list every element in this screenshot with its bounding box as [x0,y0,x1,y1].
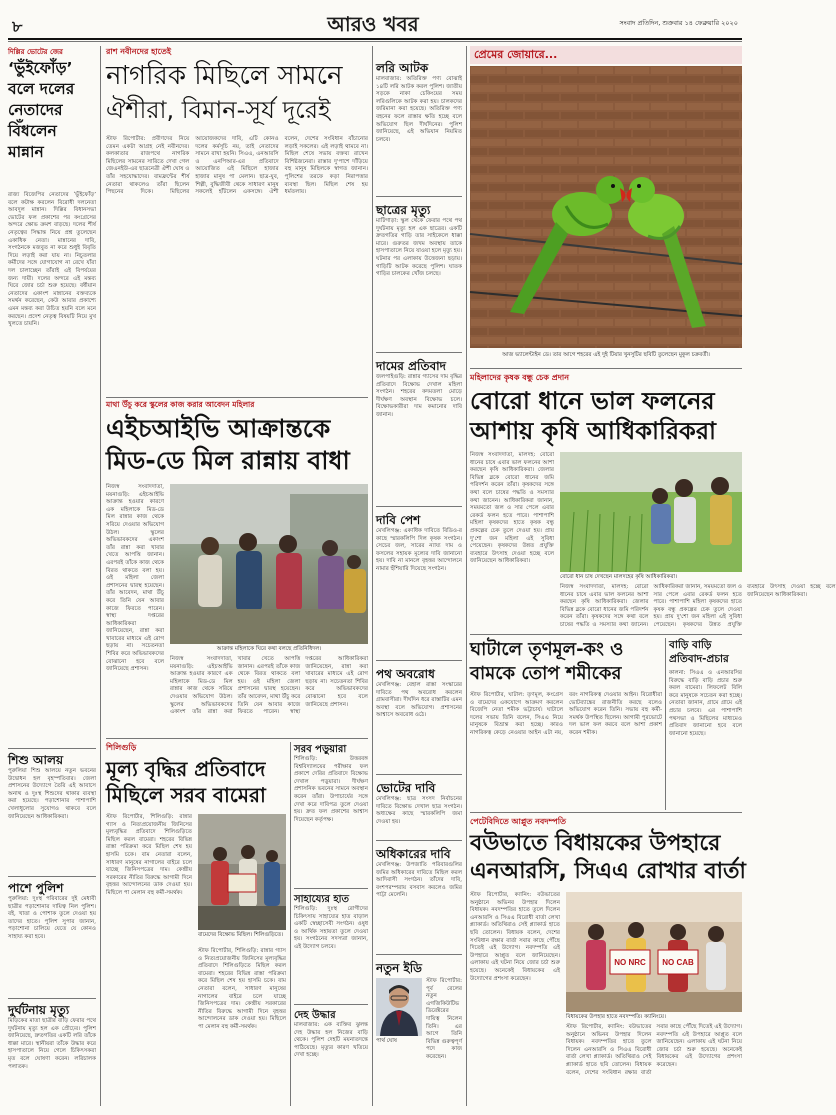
brief-body-blockade: মেখলিগঞ্জ: বেহাল রাস্তা সংস্কারের দাবিতে পথ অবরোধ করলেন গ্রামবাসীরা। দীর্ঘদিন ধরে রাস্তাটির এমন অবস্থা বলে অভিযোগ। প্রশাসনের আশ্বাসে অবরোধ ওঠে। [376,682,462,719]
brief-body-help: শিলিগুড়ি: দুঃস্থ রোগীদের চিকিৎসায় সাহায্যের হাত বাড়াল একটি স্বেচ্ছাসেবী সংগঠন। ওষুধ ও আর্থিক সহায়তা তুলে দেওয়া হয়। সংগঠনের সদস্যরা জানান, এই উদ্যোগ চলবে। [294,906,368,950]
headline-civic-1: নাগরিক মিছিলে সামনে [106,61,343,91]
brief-title-new-ed: নতুন ইডি [376,961,423,975]
headline-paddy-2: আশায় কৃষি আধিকারিকরা [470,417,716,445]
brief-body-lorry: মালবাজার: অতিরিক্ত পণ্য বোঝাই ১৪টি লরি আটক করল পুলিশ। জাতীয় সড়কে নাকা চেকিংয়ের সময় লরিগুলিকে আটক করা হয়। চালকদের জরিমানা করা হয়েছে। অতিরিক্ত পণ্য বহনের ফলে রাস্তার ক্ষতি হচ্ছে বলে অভিযোগ ছিল দীর্ঘদিনের। পুলিশ জানিয়েছে, এই অভিযান নিয়মিত চলবে। [376,76,462,143]
article-body-wedding: স্টাফ রিপোর্টার, ক্যানিং: বউভাতের অনুষ্ঠানে অভিনব উপহার দিলেন বিধায়ক। নবদম্পতির হাতে তুলে দিলেন এনআরসি ও সিএএ বিরোধী বার্তা লেখা প্ল্যাকার্ড। অতিথিরাও সেই প্ল্যাকার্ড হাতে ছবি তোলেন। বিধায়ক বলেন, দেশের সংবিধান রক্ষার বার্তা সবার কাছে পৌঁছে দিতেই এই উদ্যোগ। নবদম্পতি এই উপহারে আপ্লুত বলে জানিয়েছেন। এলাকায় এই ঘটনা নিয়ে জোর চর্চা শুরু হয়েছে। অনেকেই বিধায়কের এই উদ্যোগের প্রশংসা করেছেন। [470,892,560,982]
briefs-col4 [376,46,462,1106]
kicker-paddy: মহিলাদের কৃষক বন্ধু চেক প্রদান [470,373,569,382]
brief-body-student-death: মাটিগাড়া: স্কুল থেকে ফেরার পথে পথ দুর্ঘটনায় মৃত্যু হল এক ছাত্রের। একটি দ্রুতগতির গাড়ি তার সাইকেলে ধাক্কা মারে। গুরুতর জখম অবস্থায় তাকে হাসপাতালে নিয়ে যাওয়া হলে মৃত্যু হয়। ঘটনার পর এলাকায় উত্তেজনা ছড়ায়। গাড়িটি আটক করেছে পুলিশ। ঘাতক গাড়ির চালকের খোঁজ চলছে। [376,218,462,278]
headline-siliguri-2: মিছিলে সরব বামেরা [106,783,266,807]
brief-title-student-death: ছাত্রের মৃত্যু [376,203,431,217]
article-body-accident: মিড়িকের মাতা ছাত্রীর বাড়ি ফেরার পথে দুর্ঘটনায় মৃত্যু হল এক প্রৌঢ়ের। পুলিশ জানিয়েছে, দ্রুতগতির একটি লরি তাঁকে ধাক্কা মারে। স্থানীয়রা তাঁকে উদ্ধার করে হাসপাতালে নিয়ে গেলে চিকিৎসকরা মৃত বলে ঘোষণা করেন। লরিচালক পলাতক। [8,1018,96,1070]
portrait-photo [376,978,422,1036]
article-body-hiv: নিজস্ব সংবাদদাতা, ময়নাগুড়ি: এইচআইভি আক্রান্ত হওয়ার কারণে এক মহিলাকে মিড-ডে মিল রান্নার কাজ থেকে সরিয়ে দেওয়ার অভিযোগ উঠল। স্কুলের অভিভাবকদের একাংশ তাঁর রান্না করা খাবার খেতে আপত্তি জানান। এরপরই তাঁকে কাজ থেকে বিরত থাকতে বলা হয়। ওই মহিলা জেলা প্রশাসনের দ্বারস্থ হয়েছেন। তাঁর আবেদন, মাথা উঁচু করে তিনি যেন আবার কাজে ফিরতে পারেন। স্বাস্থ্য দপ্তরের আধিকারিকরা জানিয়েছেন, রান্না করা খাবারের মাধ্যমে এই রোগ ছড়ায় না। সচেতনতা শিবির করে অভিভাবকদের বোঝানো হবে বলে জানিয়েছে প্রশাসন। [106,484,164,673]
brief-body-rights: মেখলিগঞ্জ: উপজাতি পরিবারগুলির জমির অধিকারের দাবিতে মিছিল করল আদিবাসী সংগঠন। তাঁদের দাবি, বংশপরম্পরায় বসবাস করলেও জমির পাট্টা মেলেনি। [376,862,462,899]
briefs-col3 [294,742,368,1106]
caption-parrot: আজ ভ্যালেন্টাইন ডে। তার আগে শহরের এই দুই টিয়ার খুনসুটির ছবিটি তুলেছেন মুকুল চক্রবর্তী। [502,352,710,358]
headline-bari: বাড়ি বাড়ি প্রতিবাদ-প্রচার [669,639,729,665]
article-body-paddy-2: নিজস্ব সংবাদদাতা, মালদহ: বোরো ধানের চাষে এবার ভাল ফলনের আশা করছেন কৃষি আধিকারিকরা। জেলার বিভিন্ন ব্লকে বোরো ধানের জমি পরিদর্শন করেন তাঁরা। কৃষকদের সঙ্গে কথা বলে চাষের পদ্ধতি ও সমস্যার কথা জানেন। আধিকারিকরা জানান, সময়মতো জল ও সার পেলে এবার রেকর্ড ফলন হতে পারে। পাশাপাশি মহিলা কৃষকদের হাতে কৃষক বন্ধু প্রকল্পের চেক তুলে দেওয়া হয়। প্রায় দু'শো জন মহিলা এই সুবিধা পেয়েছেন। কৃষকদের উন্নত প্রযুক্তি ব্যবহারে উৎসাহ দেওয়া হচ্ছে বলে জানিয়েছেন আধিকারিকরা। [560,584,836,628]
kicker-parrot: প্রেমের জোয়ারে... [470,46,742,64]
brief-title-body: দেহ উদ্ধার [294,1010,336,1021]
kicker-civic: রাশ নবীনদের হাতেই [106,47,172,56]
brief-title-price: দামের প্রতিবাদ [376,359,446,373]
article-body-hiv-2: নিজস্ব সংবাদদাতা, ময়নাগুড়ি: এইচআইভি আক্রান্ত হওয়ার কারণে এক মহিলাকে মিড-ডে মিল রান্নার কাজ থেকে সরিয়ে দেওয়ার অভিযোগ উঠল। স্কুলের অভিভাবকদের একাংশ তাঁর রান্না করা খাবার খেতে আপত্তি জানান। এরপরই তাঁকে কাজ থেকে বিরত থাকতে বলা হয়। ওই মহিলা জেলা প্রশাসনের দ্বারস্থ হয়েছেন। তাঁর আবেদন, মাথা উঁচু করে তিনি যেন আবার কাজে ফিরতে পারেন। স্বাস্থ্য দপ্তরের আধিকারিকরা জানিয়েছেন, রান্না করা খাবারের মাধ্যমে এই রোগ ছড়ায় না। সচেতনতা শিবির করে অভিভাবকদের বোঝানো হবে বলে জানিয়েছে প্রশাসন। [170,656,368,716]
headline-hiv-2: মিড-ডে মিল রান্নায় বাধা [106,446,350,475]
brief-title-students: সরব পড়ুয়ারা [294,744,347,755]
placard-text-1: NO NRC [614,958,646,967]
headline-mannan: ‘ভুঁইফোঁড়’ বলে দলের নেতাদের বিঁধলেন মান্নান [8,59,75,161]
article-body-police: পুরুলিয়া: দুঃস্থ পরিবারের দুই মেধাবী ছাত্রীর পড়াশোনার দায়িত্ব নিল পুলিশ। বই, খাতা ও পোশাক তুলে দেওয়া হয় তাদের হাতে। পুলিশ সুপার জানান, পড়াশোনা চালিয়ে যেতে যে কোনও সাহায্য করা হবে। [8,896,96,940]
story-wedding [470,816,746,1106]
brief-title-rights: অধিকারের দাবি [376,847,451,861]
story-ghatal [470,638,662,810]
brief-title-blockade: পথ অবরোধ [376,667,435,681]
headline-hiv-1: এইচআইভি আক্রান্তকে [106,414,331,443]
masthead [8,8,742,38]
story-civic-march [106,46,368,394]
brief-body-new-ed: স্টাফ রিপোর্টার: পূর্ব রেলের নতুন এগজিকিউটিভ ডিরেক্টরের দায়িত্ব নিলেন তিনি। এর আগে তিনি বিভিন্ন গুরুত্বপূর্ণ পদে কাজ করেছেন। [426,978,462,1060]
headline-paddy-1: বোরো ধানে ভাল ফলনের [470,387,715,415]
article-body-ghatal: স্টাফ রিপোর্টার, ঘাটাল: তৃণমূল, কংগ্রেস ও বামেদের একযোগে আক্রমণ করলেন বিজেপি নেতা শমীক ভট্টাচার্য। ঘাটালে দলের সভায় তিনি বলেন, সিএএ নিয়ে মানুষকে বিভ্রান্ত করা হচ্ছে। কারও নাগরিকত্ব কেড়ে নেওয়ার আইন এটা নয়, বরং নাগরিকত্ব দেওয়ার আইন। বিরোধীরা ভোটব্যাঙ্কের রাজনীতি করছে বলেও অভিযোগ করেন তিনি। সভায় বহু কর্মী-সমর্থক উপস্থিত ছিলেন। আগামী পুরভোটে দল ভাল ফল করবে বলে আশা প্রকাশ করেন শমীক। [470,692,662,736]
article-body-siliguri-2: স্টাফ রিপোর্টার, শিলিগুড়ি: রান্নার গ্যাস ও নিত্যপ্রয়োজনীয় জিনিসের মূল্যবৃদ্ধির প্রতিবাদে শিলিগুড়িতে মিছিল করল বামেরা। শহরের বিভিন্ন রাস্তা পরিক্রমা করে মিছিল শেষ হয় হাসমি চকে। বাম নেতারা বলেন, সাধারণ মানুষের নাগালের বাইরে চলে যাচ্ছে জিনিসপত্রের দাম। কেন্দ্রীয় সরকারের নীতির বিরুদ্ধে আগামী দিনে বৃহত্তর আন্দোলনের ডাক দেওয়া হয়। মিছিলে পা মেলান বহু কর্মী-সমর্থক। [198,948,286,1030]
brief-title-demand: দাবি পেশ [376,513,421,527]
headline-civic-2: ঐশীরা, বিমান-সূর্য দূরেই [106,96,331,124]
section-title: আরও খবর [327,12,419,36]
brief-title-help: সাহায্যের হাত [294,894,349,905]
brief-title-lorry: লরি আটক [376,61,429,75]
kicker-siliguri: শিলিগুড়ি [106,743,137,752]
brief-body-price: জলপাইগুড়ি: রান্নার গ্যাসের দাম বৃদ্ধির প্রতিবাদে বিক্ষোভ দেখাল মহিলা সংগঠন। শহরের কদমতলা মোড়ে দীর্ঘক্ষণ অবস্থান বিক্ষোভ চলে। বিক্ষোভকারীরা দাম কমানোর দাবি জানান। [376,374,462,418]
article-body-mannan: রাজ্য বিজেপির নেতাদের ‘ভুঁইফোঁড়’ বলে কটাক্ষ করলেন বিরোধী দলনেতা আবদুল মান্নান। দিল্লির বিধানসভা ভোটের ফল প্রকাশের পর কংগ্রেসের অন্দরে ক্ষোভ ক্রমশ বাড়ছে। দলের শীর্ষ নেতৃত্বের সিদ্ধান্ত নিয়ে প্রশ্ন তুলেছেন একাধিক নেতা। মান্নানের দাবি, সংগঠনকে মজবুত না করে শুধুই বিবৃতি দিয়ে লড়াই করা যায় না। নিচুতলার কর্মীদের সঙ্গে যোগাযোগ না রেখে যাঁরা দল চালাচ্ছেন তাঁরাই এই বিপর্যয়ের জন্য দায়ী। দলের অন্দরে এই মন্তব্য ঘিরে জোর চর্চা শুরু হয়েছে। বর্ষীয়ান নেতাদের একাংশ মান্নানের বক্তব্যকে সমর্থন করেছেন, কেউ আবার প্রকাশ্যে এমন মন্তব্য করা উচিত হয়নি বলে মনে করছেন। প্রদেশ নেতৃত্ব বিষয়টি নিয়ে মুখ খুলতে চায়নি। [8,192,96,328]
story-bari [669,638,742,810]
story-parrot [470,46,742,366]
brief-title-vote: ভোটের দাবি [376,781,436,795]
caption-hiv: আক্রান্ত মহিলাকে ঘিরে কথা বলছে প্রতিনিধিদল। [216,646,322,652]
article-body-civic: স্টাফ রিপোর্টার: প্রবীণদের নিয়ে তেমন একটা আগ্রহ নেই নবীনদের। কলকাতার রাজপথে নাগরিক মিছিলের সামনের সারিতে দেখা গেল জেএনইউ-এর ছাত্রনেত্রী ঐশী ঘোষ ও তাঁর সহযোদ্ধাদের। বামফ্রন্টের শীর্ষ নেতারা থাকলেও তাঁরা ছিলেন পিছনের দিকে। মিছিলের আয়োজকদের দাবি, এটি কোনও দলের কর্মসূচি নয়, তাই নেতাদের সামনে রাখা হয়নি। সিএএ, এনআরসি ও এনপিআর-এর প্রতিবাদে আয়োজিত এই মিছিলে হাজার হাজার মানুষ পা মেলান। ছাত্র-যুব, শিল্পী, বুদ্ধিজীবী থেকে সাধারণ মানুষ সকলেই হাঁটলেন একসঙ্গে। ঐশী বলেন, দেশের সংবিধান বাঁচানোর লড়াই সকলের। এই লড়াই থামবে না। মিছিল শেষে সভায় বক্তব্য রাখেন বিশিষ্টজনেরা। রাস্তার দু'পাশে দাঁড়িয়ে বহু মানুষ মিছিলকে স্বাগত জানান। পুলিশের তরফে কড়া নিরাপত্তার ব্যবস্থা ছিল। মিছিল শেষ হয় ধর্মতলায়। [106,136,368,196]
wedding-photo [566,892,742,1012]
brief-body-students: শিলিগুড়ি: উত্তরবঙ্গ বিশ্ববিদ্যালয়ের পরীক্ষার ফল প্রকাশে দেরির প্রতিবাদে বিক্ষোভ দেখাল পড়ুয়ারা। দীর্ঘক্ষণ প্রশাসনিক ভবনের সামনে অবস্থান করেন তাঁরা। উপাচার্যের সঙ্গে দেখা করে দাবিপত্র তুলে দেওয়া হয়। দ্রুত ফল প্রকাশের আশ্বাস দিয়েছেন কর্তৃপক্ষ। [294,756,368,823]
subhead-accident: দুর্ঘটনায় মৃত্যু [8,1003,70,1017]
headline-siliguri-1: মূল্য বৃদ্ধির প্রতিবাদে [106,757,266,781]
hiv-photo [170,484,368,644]
brief-body-body: মালবাজার: এক ব্যক্তির ঝুলন্ত দেহ উদ্ধার হল নিজের বাড়ি থেকে। পুলিশ দেহটি ময়নাতদন্তে পাঠিয়েছে। মৃত্যুর কারণ খতিয়ে দেখা হচ্ছে। [294,1022,368,1059]
headline-ghatal-2: বামকে তোপ শমীকের [470,663,622,684]
article-body-wedding-2: স্টাফ রিপোর্টার, ক্যানিং: বউভাতের অনুষ্ঠানে অভিনব উপহার দিলেন বিধায়ক। নবদম্পতির হাতে তুলে দিলেন এনআরসি ও সিএএ বিরোধী বার্তা লেখা প্ল্যাকার্ড। অতিথিরাও সেই প্ল্যাকার্ড হাতে ছবি তোলেন। বিধায়ক বলেন, দেশের সংবিধান রক্ষার বার্তা সবার কাছে পৌঁছে দিতেই এই উদ্যোগ। নবদম্পতি এই উপহারে আপ্লুত বলে জানিয়েছেন। এলাকায় এই ঘটনা নিয়ে জোর চর্চা শুরু হয়েছে। অনেকেই বিধায়কের এই উদ্যোগের প্রশংসা করেছেন। [566,1024,742,1076]
placard-text-2: NO CAB [662,958,694,967]
article-body-siliguri: স্টাফ রিপোর্টার, শিলিগুড়ি: রান্নার গ্যাস ও নিত্যপ্রয়োজনীয় জিনিসের মূল্যবৃদ্ধির প্রতিবাদে শিলিগুড়িতে মিছিল করল বামেরা। শহরের বিভিন্ন রাস্তা পরিক্রমা করে মিছিল শেষ হয় হাসমি চকে। বাম নেতারা বলেন, সাধারণ মানুষের নাগালের বাইরে চলে যাচ্ছে জিনিসপত্রের দাম। কেন্দ্রীয় সরকারের নীতির বিরুদ্ধে আগামী দিনে বৃহত্তর আন্দোলনের ডাক দেওয়া হয়। মিছিলে পা মেলান বহু কর্মী-সমর্থক। [106,814,192,896]
kicker-wedding: পেটেবিদিতে আপ্লুত নবদম্পতি [470,817,567,826]
story-hiv [106,400,368,736]
caption-wedding: বিধায়কের উপহার হাতে নবদম্পতি। ক্যানিংয়ে। [566,1014,666,1020]
paddy-photo [560,452,742,572]
article-body-shishu: পুরুলিয়া শিশু আলয়ে নতুন ভবনের উদ্বোধন হল বৃহস্পতিবার। জেলা প্রশাসনের উদ্যোগে তৈরি এই আবাসে অনাথ ও দুঃস্থ শিশুদের থাকার ব্যবস্থা করা হয়েছে। পড়াশোনার পাশাপাশি খেলাধুলোর সুযোগও থাকবে বলে জানিয়েছেন আধিকারিকরা। [8,768,96,820]
caption-siliguri: বামেদের বিক্ষোভ মিছিল। শিলিগুড়িতে। [198,932,284,938]
brief-body-demand: মেখলিগঞ্জ: একাধিক দাবিতে বিডিও-র কাছে স্মারকলিপি দিল কৃষক সংগঠন। সেচের জল, সারের ন্যায্য দাম ও ফসলের সহায়ক মূল্যের দাবি জানানো হয়। দাবি না মানলে বৃহত্তর আন্দোলনে নামার হুঁশিয়ারি দিয়েছে সংগঠন। [376,528,462,572]
caption-paddy: বোরো ধান চাষ দেখছেন মালদহের কৃষি আধিকারিকরা। [560,574,678,580]
article-body-bari: কালনা: সিএএ ও এনআরসির বিরুদ্ধে বাড়ি বাড়ি প্রচার শুরু করল বামেরা। লিফলেট বিলি করে মানুষকে সচেতন করা হচ্ছে। নেতারা জানান, গ্রামে গ্রামে এই প্রচার চলবে। এর পাশাপাশি পথসভা ও মিছিলের মাধ্যমেও প্রতিবাদ জানানো হবে বলে জানানো হয়েছে। [669,670,742,737]
article-body-paddy: নিজস্ব সংবাদদাতা, মালদহ: বোরো ধানের চাষে এবার ভাল ফলনের আশা করছেন কৃষি আধিকারিকরা। জেলার বিভিন্ন ব্লকে বোরো ধানের জমি পরিদর্শন করেন তাঁরা। কৃষকদের সঙ্গে কথা বলে চাষের পদ্ধতি ও সমস্যার কথা জানেন। আধিকারিকরা জানান, সময়মতো জল ও সার পেলে এবার রেকর্ড ফলন হতে পারে। পাশাপাশি মহিলা কৃষকদের হাতে কৃষক বন্ধু প্রকল্পের চেক তুলে দেওয়া হয়। প্রায় দু'শো জন মহিলা এই সুবিধা পেয়েছেন। কৃষকদের উন্নত প্রযুক্তি ব্যবহারে উৎসাহ দেওয়া হচ্ছে বলে জানিয়েছেন আধিকারিকরা। [470,452,554,565]
brief-body-vote: মেখলিগঞ্জ: ছাত্র সংসদ নির্বাচনের দাবিতে বিক্ষোভ দেখাল ছাত্র সংগঠন। অধ্যক্ষের কাছে স্মারকলিপি জমা দেওয়া হয়। [376,796,462,825]
kicker-hiv: মাথা উঁচু করে স্কুলের কাজ করার আবেদন মহিলার [106,400,255,409]
story-paddy [470,372,836,632]
page-number: ৮ [12,17,23,36]
headline-wedding-2: এনআরসি, সিএএ রোখার বার্তা [470,859,746,884]
dateline: সংবাদ প্রতিদিন, শুক্রবার ১৪ ফেব্রুয়ারি ২০২০ [619,19,738,27]
kicker-col1: দিল্লির ভোটের জের [8,48,63,56]
subhead-shishu: শিশু আলয় [8,753,64,767]
subhead-police: পাশে পুলিশ [8,881,64,895]
siliguri-photo [198,814,286,930]
parrot-photo [470,66,742,348]
headline-wedding-1: বউভাতে বিধায়কের উপহারে [470,831,721,856]
caption-portrait: পার্থ ঘোষ [376,1038,397,1044]
headline-ghatal-1: ঘাটালে তৃণমূল-কং ও [470,639,624,660]
story-siliguri [106,742,286,1106]
